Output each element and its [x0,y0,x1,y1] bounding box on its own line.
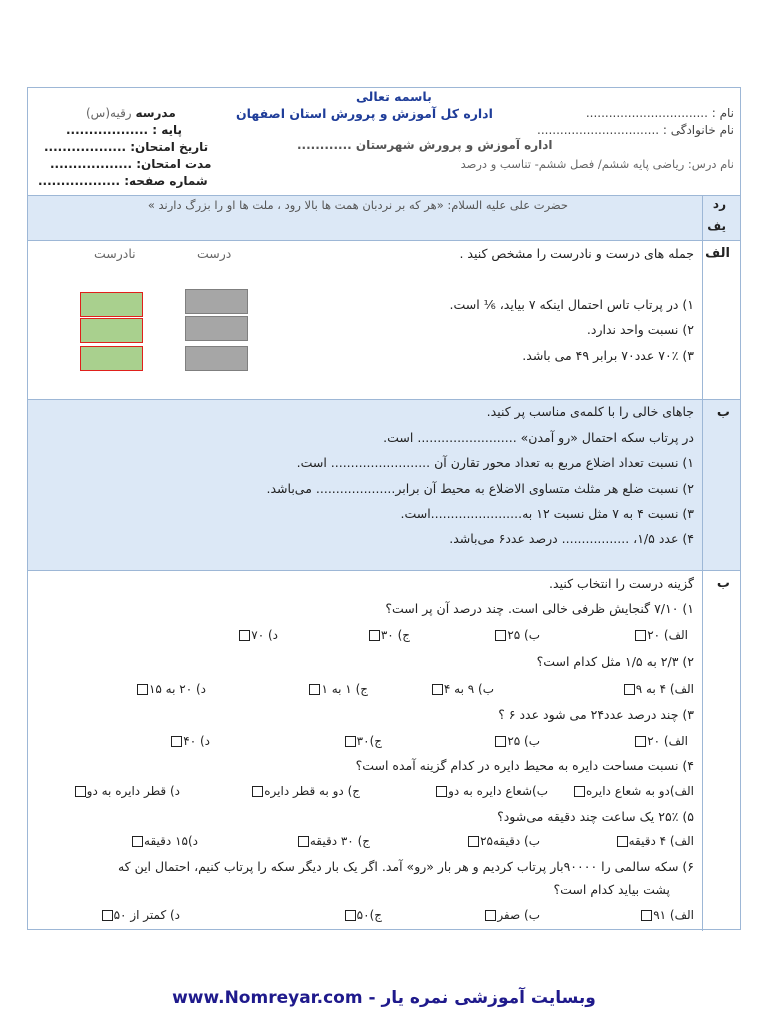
mc-question-6-continued: پشت بیاید کدام است؟ [553,882,670,897]
website-footer[interactable]: www.Nomreyar.com - وبسایت آموزشی نمره یار [172,988,596,1008]
section-c-instruction: گزینه درست را انتخاب کنید. [549,576,694,591]
column-true-header: درست [197,246,232,261]
mc-option[interactable]: د) قطر دایره به دو [74,784,180,798]
mc-option[interactable]: ب) ۲۵ [494,628,540,642]
true-false-item: ۱) در پرتاب تاس احتمال اینکه ۷ بیاید، ⅙ است. [449,297,694,312]
quote-text: حضرت علی علیه السلام: «هر که بر نردبان همت ها بالا رود ، ملت ها او را بزرگ دارند » [147,198,568,212]
divider [28,240,740,241]
mc-option[interactable]: الف) ۴ دقیقه [616,834,694,848]
checkbox-icon[interactable] [132,836,143,847]
mc-question-3: ۳) چند درصد عدد۲۴ می شود عدد ۶ ؟ [498,707,694,722]
mc-option[interactable]: ب) صفر [484,908,540,922]
row-label-top: رد [712,197,726,211]
mc-option[interactable]: ب)شعاع دایره به دو [435,784,548,798]
true-answer-box[interactable] [185,289,248,314]
section-b-label: ب [716,405,730,420]
org-main: اداره کل آموزش و پرورش استان اصفهان [236,106,493,121]
mc-option[interactable]: ج)۵۰ [344,908,382,922]
mc-question-5: ۵) ۲۵٪ یک ساعت چند دقیقه می‌شود؟ [497,809,694,824]
checkbox-icon[interactable] [635,736,646,747]
checkbox-icon[interactable] [239,630,250,641]
mc-option[interactable]: الف) ۲۰ [634,628,688,642]
mc-option[interactable]: الف)دو به شعاع دایره [573,784,694,798]
checkbox-icon[interactable] [432,684,443,695]
mc-option[interactable]: ج)۳۰ [344,734,382,748]
exam-duration-field: مدت امتحان: .................. [50,157,212,171]
column-false-header: نادرست [94,246,136,261]
checkbox-icon[interactable] [641,910,652,921]
mc-option[interactable]: ب) ۲۵ [494,734,540,748]
checkbox-icon[interactable] [436,786,447,797]
mc-question-1: ۱) ۷/۱۰ گنجایش ظرفی خالی است. چند درصد آن پر است؟ [385,601,694,616]
fill-blank-item: ۲) نسبت ضلع هر مثلث متساوی الاضلاع به محیط آن برابر.................... می‌باشد. [266,481,694,496]
mc-option[interactable]: ب) دقیقه۲۵ [467,834,540,848]
school-value: رقیه(س) [86,106,132,120]
mc-option[interactable]: الف) ۲۰ [634,734,688,748]
true-false-item: ۳) ۷۰٪ عدد۷۰ برابر ۴۹ می باشد. [522,348,694,363]
org-city: اداره آموزش و پرورش شهرستان ............ [297,138,553,152]
exam-sheet [27,87,741,930]
divider [28,399,740,400]
divider [28,195,740,196]
section-b-instruction: جاهای خالی را با کلمه‌ی مناسب پر کنید. [486,404,694,419]
fill-blank-item: ۴) عدد ۱/۵، ................. درصد عدد۶ می‌باشد. [449,531,694,546]
checkbox-icon[interactable] [309,684,320,695]
fill-blank-item: ۳) نسبت ۴ به ۷ مثل نسبت ۱۲ به.......................است. [400,506,694,521]
checkbox-icon[interactable] [624,684,635,695]
checkbox-icon[interactable] [485,910,496,921]
checkbox-icon[interactable] [75,786,86,797]
mc-option[interactable]: د) ۲۰ به ۱۵ [136,682,206,696]
checkbox-icon[interactable] [102,910,113,921]
mc-option[interactable]: الف) ۴ به ۹ [623,682,694,696]
mc-question-6: ۶) سکه سالمی را ۹۰۰۰۰بار پرتاب کردیم و هر بار «رو» آمد. اگر یک بار دیگر سکه را پرتاب کنیم، احتمال این که [117,859,694,874]
checkbox-icon[interactable] [617,836,628,847]
grade-field: پایه : .................. [66,123,183,137]
mc-option[interactable]: ج) ۱ به ۱ [308,682,368,696]
mc-option[interactable]: ب) ۹ به ۴ [431,682,494,696]
true-answer-box[interactable] [185,346,248,371]
mc-question-4: ۴) نسبت مساحت دایره به محیط دایره در کدام گزینه آمده است؟ [355,758,694,773]
checkbox-icon[interactable] [635,630,646,641]
mc-option[interactable]: ج) دو به قطر دایره [251,784,360,798]
section-a-label: الف [705,246,730,261]
exam-date-field: تاریخ امتحان: .................. [44,140,209,154]
row-label-bottom: یف [707,219,726,233]
section-c-label: ب [716,576,730,591]
divider [28,570,740,571]
mc-option[interactable]: ج) ۳۰ [368,628,410,642]
last-name-field: نام خانوادگی : ................................ [537,123,734,137]
fill-blank-item: در پرتاب سکه احتمال «رو آمدن» ......................... است. [383,430,694,445]
true-answer-box[interactable] [185,316,248,341]
mc-question-2: ۲) ۲/۳ به ۱/۵ مثل کدام است؟ [536,654,694,669]
mc-option[interactable]: ج) ۳۰ دقیقه [297,834,370,848]
false-answer-box[interactable] [80,346,143,371]
course-title: نام درس: ریاضی پایه ششم/ فصل ششم- تناسب و درصد [460,157,734,171]
row-label-column-divider [702,195,703,931]
page-number-field: شماره صفحه: .................. [38,174,208,188]
mc-option[interactable]: د) ۴۰ [170,734,210,748]
mc-option[interactable]: الف) ۹۱ [640,908,694,922]
false-answer-box[interactable] [80,318,143,343]
exam-header [28,88,740,195]
checkbox-icon[interactable] [171,736,182,747]
section-a-instruction: جمله های درست و نادرست را مشخص کنید . [459,246,694,261]
checkbox-icon[interactable] [468,836,479,847]
basmala: باسمه تعالی [356,89,432,104]
checkbox-icon[interactable] [495,630,506,641]
mc-option[interactable]: د) کمتر از ۵۰ [101,908,180,922]
school-field [86,106,176,120]
true-false-item: ۲) نسبت واحد ندارد. [586,322,694,337]
school-label: مدرسه [135,106,176,120]
checkbox-icon[interactable] [298,836,309,847]
checkbox-icon[interactable] [574,786,585,797]
checkbox-icon[interactable] [252,786,263,797]
first-name-field: نام : ................................ [585,106,734,120]
checkbox-icon[interactable] [137,684,148,695]
mc-option[interactable]: د)۱۵ دقیقه [131,834,198,848]
checkbox-icon[interactable] [345,736,356,747]
fill-blank-item: ۱) نسبت تعداد اضلاع مربع به تعداد محور تقارن آن ......................... است. [296,455,694,470]
false-answer-box[interactable] [80,292,143,317]
checkbox-icon[interactable] [495,736,506,747]
checkbox-icon[interactable] [369,630,380,641]
mc-option[interactable]: د) ۷۰ [238,628,278,642]
checkbox-icon[interactable] [345,910,356,921]
